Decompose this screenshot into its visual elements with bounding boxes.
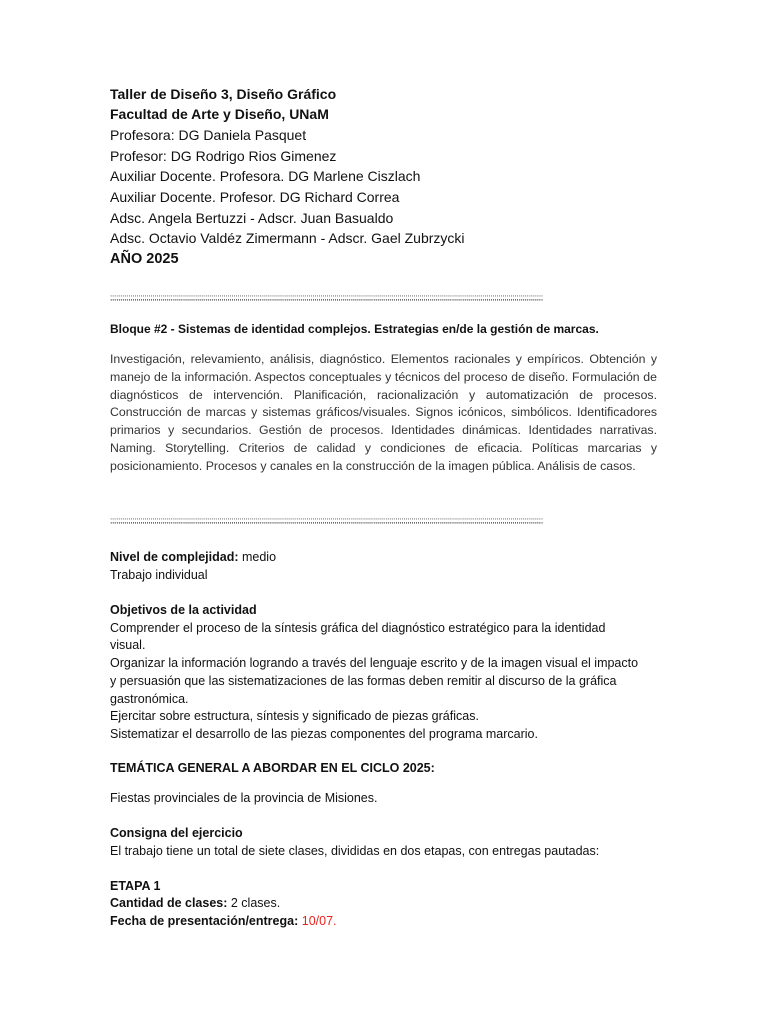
course-title: Taller de Diseño 3, Diseño Gráfico [110,86,337,102]
stage-title [110,878,160,896]
objective-line: visual. [110,638,146,652]
staff-line: Auxiliar Docente. Profesora. DG Marlene Ciszlach [110,168,421,184]
objective-line: Ejercitar sobre estructura, síntesis y significado de piezas gráficas. [110,709,479,723]
objective-line: gastronómica. [110,692,189,706]
year-label: AÑO 2025 [110,251,179,267]
objectives-title [110,602,257,620]
separator: ;;;;;;;;;;;;;;;;;;;;;;;;;;;;;;;;;;;;;;;;;;;;;;;;;;;;;;;;;;;;;;;;;;;;;;;;;;;;;;;;;;;;;;;;;;;;;;;;;;;;;;;;;;;;;;;;;;;;;;;;;;;;;;;;;;;;;;;;;;;;;;;;;;;;;;;;;;;;;;;;;;;;;;;;;;;;;;;;;;;;;;;;;;;;;;;;;;;;;;;;;;;;;;;;;;;;;; [110,295,543,301]
complexity-line [110,549,276,567]
objective-line: y persuasión que las sistematizaciones de las formas deben remitir al discurso de la gráfica [110,674,617,688]
separator: ;;;;;;;;;;;;;;;;;;;;;;;;;;;;;;;;;;;;;;;;;;;;;;;;;;;;;;;;;;;;;;;;;;;;;;;;;;;;;;;;;;;;;;;;;;;;;;;;;;;;;;;;;;;;;;;;;;;;;;;;;;;;;;;;;;;;;;;;;;;;;;;;;;;;;;;;;;;;;;;;;;;;;;;;;;;;;;;;;;;;;;;;;;;;;;;;;;;;;;;;;;;;;;;;;;;;;; [110,518,543,524]
staff-line: Adsc. Angela Bertuzzi - Adscr. Juan Basualdo [110,210,394,226]
delivery-date: 10/07. [298,914,337,928]
block-description: Investigación, relevamiento, análisis, diagnóstico. Elementos racionales y empíricos. Obtención y manejo de la información. Aspectos conceptuales y técnicos del proceso de diseño. Formulación de diagnósticos de intervención. Planificación, racionalización y automatización de procesos. Construcción de marcas y sistemas gráficos/visuales. Signos icónicos, simbólicos. Identificadores primarios y secundarios. Gestión de procesos. Identidades dinámicas. Identidades narrativas. Naming. Storytelling. Criterios de calidad y condiciones de eficacia. Políticas marcarias y posicionamiento. Procesos y canales en la construcción de la imagen pública. Análisis de casos. [110,352,657,473]
complexity-value: medio [238,550,277,564]
block-title: Bloque #2 - Sistemas de identidad complejos. Estrategias en/de la gestión de marcas. [110,322,599,336]
objective-line: Sistematizar el desarrollo de las piezas componentes del programa marcario. [110,727,538,741]
objectives-title-text: Objetivos de la actividad [110,603,257,617]
objective-line: Comprender el proceso de la síntesis gráfica del diagnóstico estratégico para la identidad [110,621,606,635]
theme-title [110,760,435,778]
delivery-label: Fecha de presentación/entrega: [110,914,299,928]
theme-title-text: TEMÁTICA GENERAL A ABORDAR EN EL CICLO 2025: [110,761,435,775]
assignment-title-text: Consigna del ejercicio [110,826,243,840]
stage-title-text: ETAPA 1 [110,879,161,893]
work-mode: Trabajo individual [110,568,208,582]
faculty-name: Facultad de Arte y Diseño, UNaM [110,106,329,122]
staff-line: Profesor: DG Rodrigo Rios Gimenez [110,148,337,164]
assignment-title [110,825,243,843]
classes-line [110,895,280,913]
staff-line: Adsc. Octavio Valdéz Zimermann - Adscr. Gael Zubrzycki [110,230,465,246]
objective-line: Organizar la información logrando a través del lenguaje escrito y de la imagen visual el impacto [110,656,639,670]
theme-value: Fiestas provinciales de la provincia de Misiones. [110,791,378,805]
delivery-line [110,913,337,931]
classes-value: 2 clases. [227,896,281,910]
complexity-label: Nivel de complejidad: [110,550,239,564]
classes-label: Cantidad de clases: [110,896,228,910]
assignment-text: El trabajo tiene un total de siete clases, divididas en dos etapas, con entregas pautadas: [110,844,600,858]
staff-line: Auxiliar Docente. Profesor. DG Richard Correa [110,189,400,205]
staff-line: Profesora: DG Daniela Pasquet [110,127,307,143]
